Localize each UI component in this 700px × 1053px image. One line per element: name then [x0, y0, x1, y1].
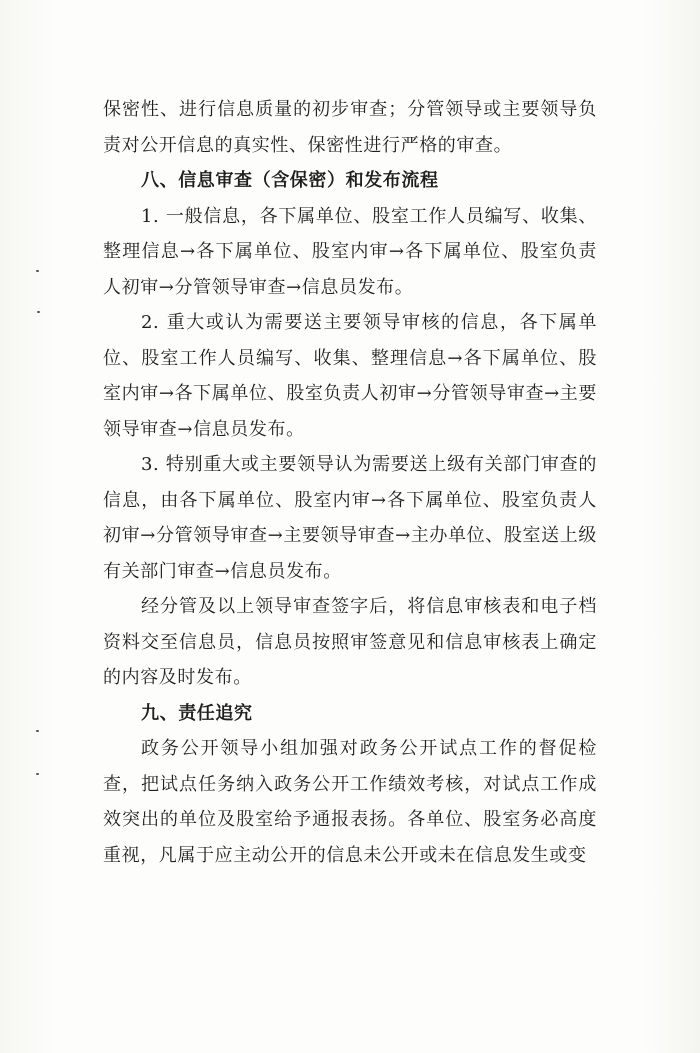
paragraph-general-info: 1. 一般信息，各下属单位、股室工作人员编写、收集、整理信息→各下属单位、股室内审→各下属单位、股室负责人初审→分管领导审查→信息员发布。	[103, 205, 597, 298]
paragraph-review-duties: 保密性、进行信息质量的初步审查；分管领导或主要领导负责对公开信息的真实性、保密性进行严格的审查。	[103, 99, 597, 156]
section-heading-9: 九、责任追究	[141, 702, 253, 724]
paragraph-accountability: 政务公开领导小组加强对政务公开试点工作的督促检查，把试点任务纳入政务公开工作绩效考核，对试点工作成效突出的单位及股室给予通报表扬。各单位、股室务必高度重视，凡属于应主动公开的信息未公开或未在信息发生或变	[103, 738, 597, 866]
scan-speck	[36, 730, 39, 732]
paragraph-special-major-info: 3. 特别重大或主要领导认为需要送上级有关部门审查的信息，由各下属单位、股室内审→各下属单位、股室负责人初审→分管领导审查→主要领导审查→主办单位、股室送上级有关部门审查→信息员发布。	[103, 454, 597, 582]
section-heading-8: 八、信息审查（含保密）和发布流程	[141, 170, 439, 191]
document-body	[103, 92, 597, 873]
scan-speck	[36, 270, 39, 272]
paragraph-sign-off: 经分管及以上领导审查签字后，将信息审核表和电子档资料交至信息员，信息员按照审签意见和信息审核表上确定的内容及时发布。	[103, 596, 597, 688]
paragraph-major-info: 2. 重大或认为需要送主要领导审核的信息，各下属单位、股室工作人员编写、收集、整理信息→各下属单位、股室内审→各下属单位、股室负责人初审→分管领导审查→主要领导审查→信息员发布。	[103, 312, 597, 440]
scan-speck	[37, 311, 40, 313]
scan-speck	[36, 773, 39, 775]
